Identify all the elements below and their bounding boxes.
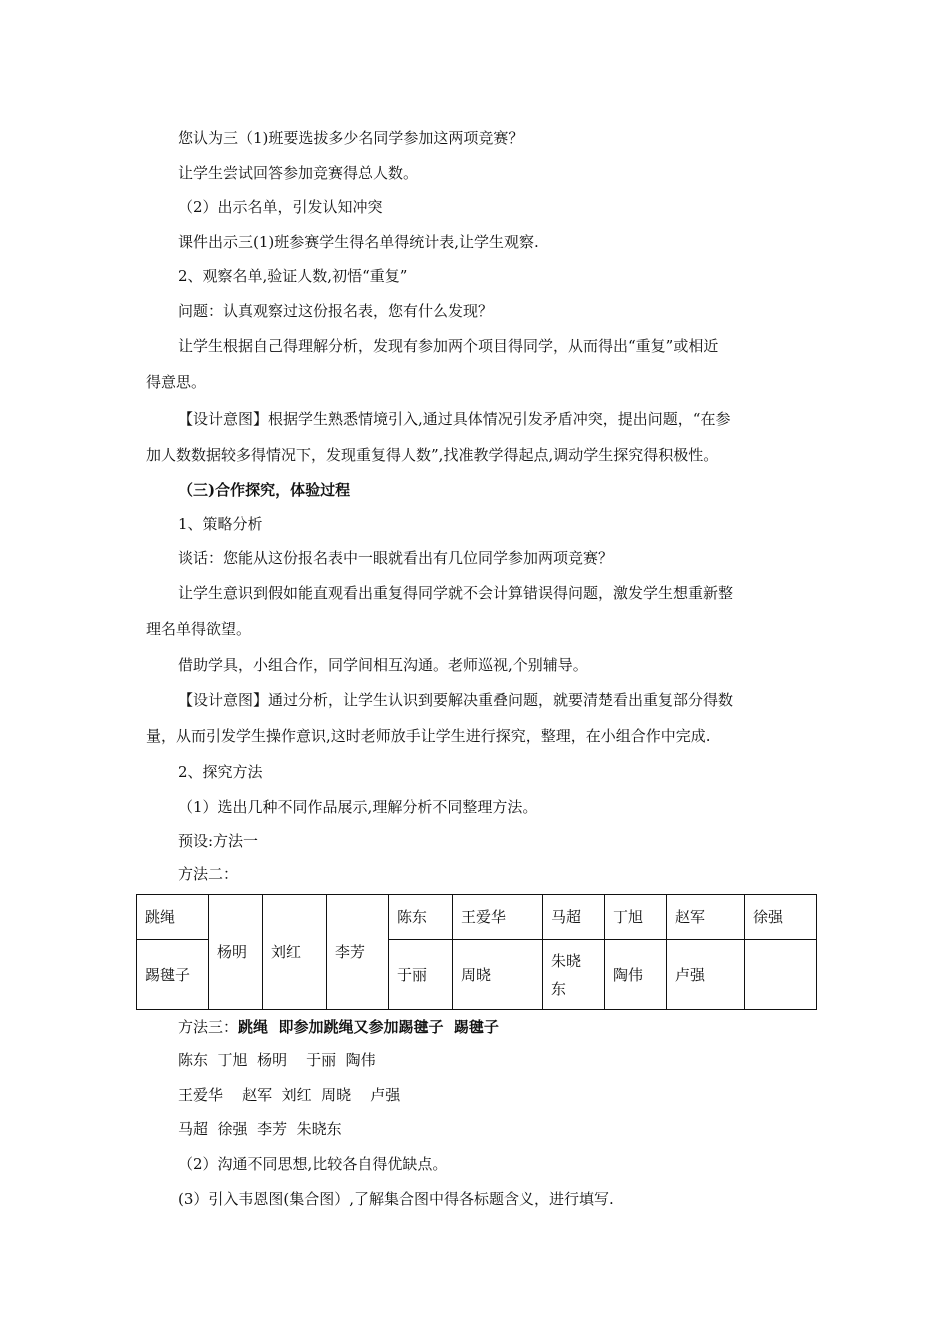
design-intent-note: 【设计意图】根据学生熟悉情境引入,通过具体情况引发矛盾冲突，提出问题，“在参	[178, 410, 731, 428]
table-row	[137, 895, 817, 940]
method-three-label: 方法三：	[178, 1018, 239, 1036]
paragraph: 让学生根据自己得理解分析，发现有参加两个项目得同学，从而得出“重复”或相近	[178, 337, 719, 355]
paragraph: 借助学具，小组合作，同学间相互沟通。老师巡视,个别辅导。	[178, 656, 588, 674]
paragraph-continuation: 理名单得欲望。	[146, 620, 252, 638]
method-three-row: 马超 徐强 李芳 朱晓东	[178, 1120, 342, 1138]
table-cell-kick: 陶伟	[605, 940, 667, 1010]
design-intent-note: 【设计意图】通过分析，让学生认识到要解决重叠问题，就要清楚看出重复部分得数	[178, 691, 734, 709]
paragraph: 问题：认真观察过这份报名表，您有什么发现？	[178, 302, 494, 320]
paragraph: 2、观察名单,验证人数,初悟“重复”	[178, 267, 408, 285]
table-cell-jump: 马超	[543, 895, 605, 940]
paragraph: 1、策略分析	[178, 515, 263, 533]
table-cell-jump: 徐强	[745, 895, 817, 940]
signup-table	[136, 894, 817, 1010]
paragraph: 方法二：	[178, 865, 239, 883]
table-cell-kick: 朱晓东	[543, 940, 605, 1010]
row-label-jump-rope: 跳绳	[137, 895, 209, 940]
table-cell-kick	[745, 940, 817, 1010]
table-cell-both: 李芳	[327, 895, 389, 1010]
paragraph-continuation: 加人数数据较多得情况下，发现重复得人数”,找准教学得起点,调动学生探究得积极性。	[146, 446, 719, 464]
paragraph: （1）选出几种不同作品展示,理解分析不同整理方法。	[178, 798, 538, 816]
paragraph: 课件出示三(1)班参赛学生得名单得统计表,让学生观察.	[178, 233, 539, 251]
paragraph: 预设:方法一	[178, 832, 259, 850]
table-cell-kick: 卢强	[667, 940, 745, 1010]
paragraph-continuation: 量，从而引发学生操作意识,这时老师放手让学生进行探究，整理，在小组合作中完成.	[146, 727, 711, 745]
paragraph: （2）沟通不同思想,比较各自得优缺点。	[178, 1155, 448, 1173]
paragraph-continuation: 得意思。	[146, 373, 207, 391]
paragraph: （2）出示名单，引发认知冲突	[178, 198, 383, 216]
table-cell-jump: 赵军	[667, 895, 745, 940]
paragraph: 您认为三（1)班要选拔多少名同学参加这两项竞赛？	[178, 129, 524, 147]
paragraph: 谈话：您能从这份报名表中一眼就看出有几位同学参加两项竞赛？	[178, 549, 614, 567]
table-cell-jump: 陈东	[389, 895, 453, 940]
paragraph: (3）引入韦恩图(集合图）,了解集合图中得各标题含义，进行填写.	[178, 1190, 614, 1208]
section-heading: （三)合作探究，体验过程	[178, 481, 351, 499]
method-three-heading	[178, 1017, 499, 1037]
table-cell-jump: 王爱华	[453, 895, 543, 940]
paragraph: 让学生意识到假如能直观看出重复得同学就不会计算错误得问题，激发学生想重新整	[178, 584, 734, 602]
table-cell-both: 杨明	[209, 895, 263, 1010]
table-cell-kick: 周晓	[453, 940, 543, 1010]
paragraph: 2、探究方法	[178, 763, 263, 781]
method-three-row: 陈东 丁旭 杨明 于丽 陶伟	[178, 1051, 376, 1069]
table-cell-kick: 于丽	[389, 940, 453, 1010]
table-cell-both: 刘红	[263, 895, 327, 1010]
table-cell-jump: 丁旭	[605, 895, 667, 940]
row-label-shuttlecock: 踢毽子	[137, 940, 209, 1010]
paragraph: 让学生尝试回答参加竞赛得总人数。	[178, 164, 419, 182]
method-three-row: 王爱华 赵军 刘红 周晓 卢强	[178, 1086, 401, 1104]
method-three-columns: 跳绳 即参加跳绳又参加踢毽子 踢毽子	[238, 1018, 499, 1036]
